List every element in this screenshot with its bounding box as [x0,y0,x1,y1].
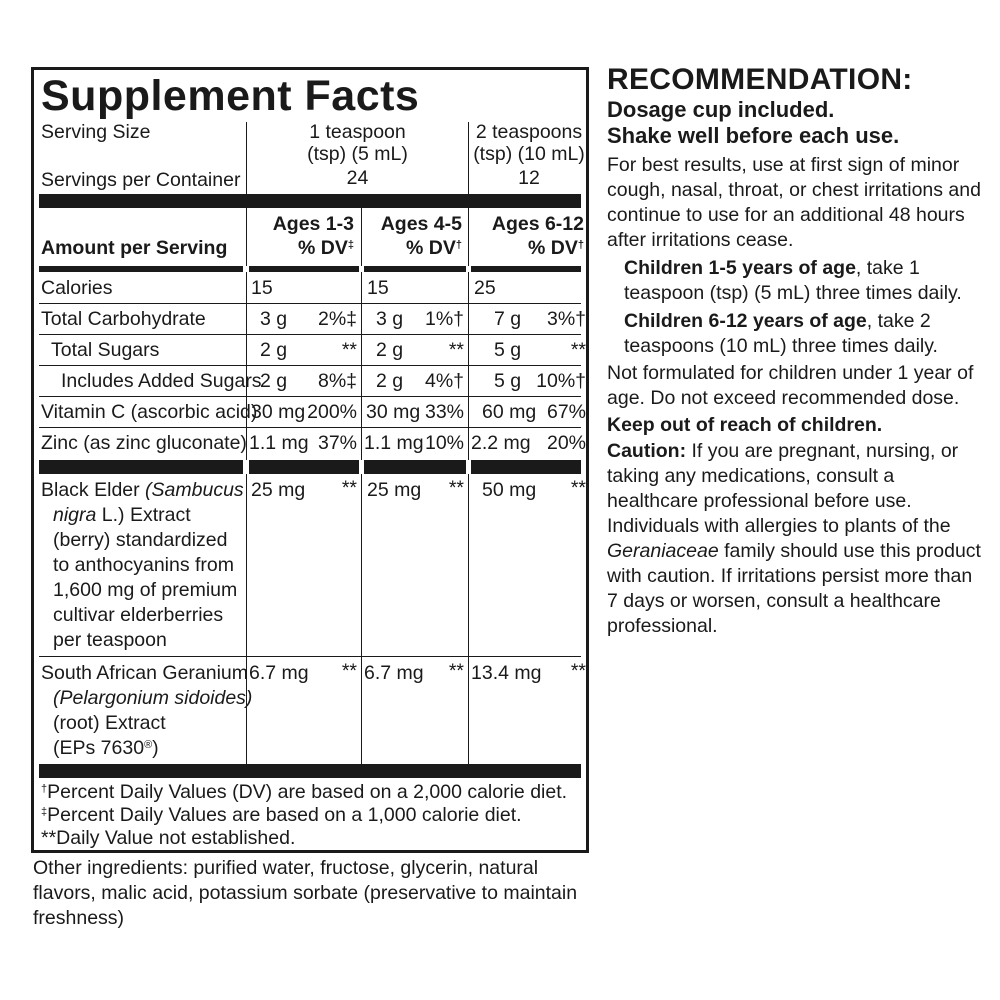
extract-amount: 6.7 mg [249,662,309,684]
extract-dv: ** [341,477,357,499]
nutrient-amount: 30 mg [366,401,421,423]
extract-dv: ** [448,477,464,499]
nutrient-amount: 15 [367,277,389,299]
extract-name-line: 1,600 mg of premium [53,579,238,601]
amount-per-serving-label: Amount per Serving [41,237,228,259]
extract-amount: 13.4 mg [471,662,542,684]
row-rule [39,427,581,428]
row-rule [39,396,581,397]
nutrient-dv: 4%† [424,370,464,392]
dv-label: % DV† [406,237,462,259]
nutrient-name: Total Sugars [51,339,160,361]
nutrient-dv: ** [341,339,357,361]
extract-name-line: (EPs 7630®) [53,737,159,759]
nutrient-amount: 3 g [260,308,288,330]
row-rule [39,303,581,304]
intro-text: For best results, use at first sign of minor cough, nasal, throat, or chest irritations and continue to use for an additional 48 hours after irritations cease. [607,154,981,251]
col1-serving-size: 1 teaspoon [309,121,406,143]
caution-text: Caution: If you are pregnant, nursing, or taking any medications, consult a healthcare professional before use. Individuals with allergies to plants of the Geraniaceae family should use this product with caution. If irritations persist more than 7 days or worsen, consult a healthcare professional. [607,440,981,637]
row-rule [39,656,581,657]
extract-name-line: cultivar elderberries [53,604,224,626]
nutrient-dv: 10%† [536,370,586,392]
nutrient-amount: 30 mg [251,401,306,423]
nutrient-amount: 5 g [494,370,522,392]
col2-serving-size-ml: (tsp) (10 mL) [473,143,585,165]
nutrient-dv: 3%† [546,308,586,330]
not-formulated-note: Not formulated for children under 1 year of age. Do not exceed recommended dose. [607,362,974,409]
thick-rule [39,764,581,778]
thick-rule [39,460,243,474]
extract-name-line: (berry) standardized [53,529,228,551]
divider [468,474,469,764]
nutrient-amount: 60 mg [482,401,537,423]
dv-label: % DV† [528,237,584,259]
medium-rule [249,266,359,272]
nutrient-amount: 2 g [376,370,404,392]
col2-servings: 12 [518,167,540,189]
nutrient-dv: 1%† [424,308,464,330]
age-label: Ages 4-5 [380,213,462,235]
extract-name-line: (Pelargonium sidoides) [53,687,253,709]
nutrient-name: Calories [41,277,113,299]
dosage-cup-note: Dosage cup included. [607,97,835,122]
nutrient-amount: 3 g [376,308,404,330]
row-rule [39,334,581,335]
nutrient-name: Includes Added Sugars [61,370,262,392]
dv-label: % DV‡ [298,237,354,259]
nutrient-name: Total Carbohydrate [41,308,206,330]
medium-rule [364,266,466,272]
extract-amount: 25 mg [251,479,306,501]
footnote: **Daily Value not established. [41,827,296,849]
divider [361,208,362,266]
medium-rule [39,266,243,272]
recommendation-title: RECOMMENDATION: [607,63,913,96]
footnote: ‡Percent Daily Values are based on a 1,000 calorie diet. [41,804,522,826]
nutrient-name: Vitamin C (ascorbic acid) [41,401,258,423]
age-label: Ages 6-12 [491,213,584,235]
other-ingredients: Other ingredients: purified water, fructose, glycerin, natural flavors, malic acid, potassium sorbate (preservative to maintain freshness) [33,857,578,929]
col1-serving-size-ml: (tsp) (5 mL) [307,143,408,165]
extract-name-line: per teaspoon [53,629,167,651]
nutrient-amount: 2 g [376,339,404,361]
nutrient-amount: 2.2 mg [471,432,531,454]
dosing-children-6-12: Children 6-12 years of age, take 2 teaspoons (10 mL) three times daily. [624,310,938,357]
row-rule [39,365,581,366]
shake-note: Shake well before each use. [607,123,900,148]
dosing-children-1-5: Children 1-5 years of age, take 1 teaspoon (tsp) (5 mL) three times daily. [624,257,962,304]
nutrient-name: Zinc (as zinc gluconate) [41,432,247,454]
extract-name-line: nigra L.) Extract [53,504,191,526]
nutrient-dv: 67% [546,401,586,423]
facts-title: Supplement Facts [41,72,420,120]
extract-amount: 50 mg [482,479,537,501]
extract-dv: ** [570,660,586,682]
nutrient-dv: ** [448,339,464,361]
nutrient-dv: 20% [546,432,586,454]
divider [361,272,362,460]
extract-amount: 6.7 mg [364,662,424,684]
extract-dv: ** [341,660,357,682]
nutrient-amount: 7 g [494,308,522,330]
nutrient-dv: 10% [424,432,464,454]
divider [246,208,247,266]
divider [361,474,362,764]
nutrient-dv: 37% [317,432,357,454]
extract-name-line: to anthocyanins from [53,554,235,576]
nutrient-dv: 200% [307,401,357,423]
age-label: Ages 1-3 [272,213,354,235]
extract-name-line: Black Elder (Sambucus [41,479,244,501]
supplement-facts-panel [31,67,589,853]
nutrient-amount: 1.1 mg [249,432,309,454]
divider [246,474,247,764]
recommendation-panel [607,64,987,639]
keep-out-warning: Keep out of reach of children. [607,414,883,436]
nutrient-amount: 2 g [260,339,288,361]
thick-rule [471,460,581,474]
nutrient-amount: 5 g [494,339,522,361]
extract-name-line: (root) Extract [53,712,166,734]
extract-amount: 25 mg [367,479,422,501]
thick-rule [364,460,466,474]
nutrient-dv: 8%‡ [317,370,357,392]
extract-name-line: South African Geranium [41,662,249,684]
nutrient-amount: 15 [251,277,273,299]
extract-dv: ** [448,660,464,682]
nutrient-amount: 25 [474,277,496,299]
thick-rule [39,194,581,208]
extract-dv: ** [570,477,586,499]
nutrient-dv: ** [570,339,586,361]
nutrient-amount: 2 g [260,370,288,392]
thick-rule [249,460,359,474]
nutrient-dv: 33% [424,401,464,423]
col1-servings: 24 [346,167,369,189]
serving-size-label: Serving Size [41,121,151,143]
divider [468,272,469,460]
col2-serving-size: 2 teaspoons [475,121,583,143]
footnote: †Percent Daily Values (DV) are based on a 2,000 calorie diet. [41,781,568,803]
divider [468,208,469,266]
medium-rule [471,266,581,272]
nutrient-amount: 1.1 mg [364,432,424,454]
nutrient-dv: 2%‡ [317,308,357,330]
servings-per-container-label: Servings per Container [41,169,241,191]
